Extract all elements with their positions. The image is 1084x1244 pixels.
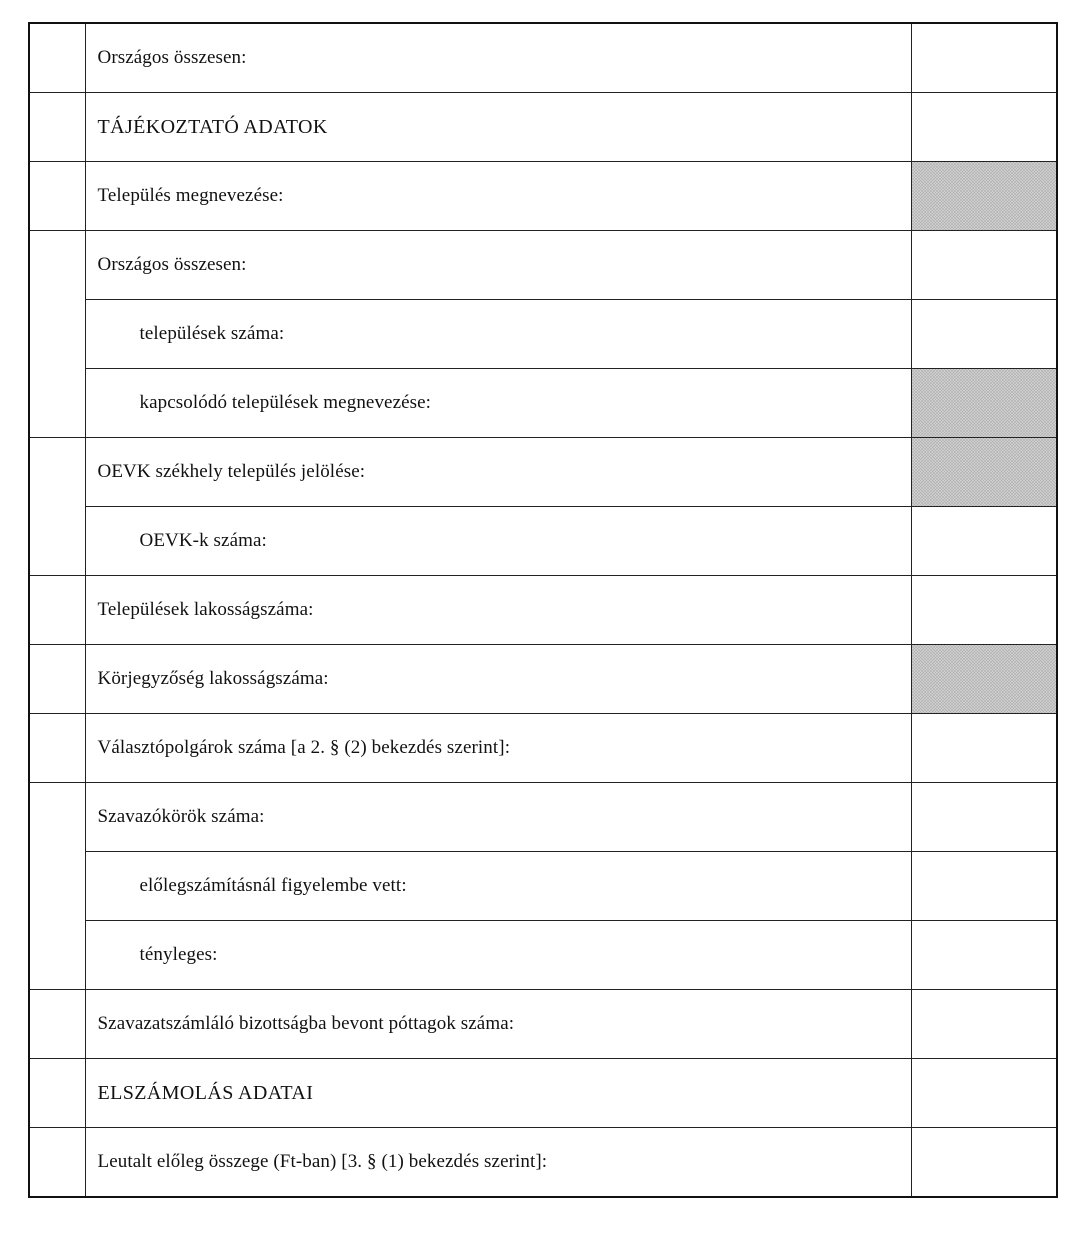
- table-row: [29, 300, 1057, 369]
- table-row: [29, 231, 1057, 300]
- row-label-settlement-name: Település megnevezése:: [85, 162, 911, 231]
- row-number-cell: [29, 93, 85, 162]
- value-cell[interactable]: [911, 852, 1057, 921]
- row-label-connected-settlements-name: kapcsolódó települések megnevezése:: [85, 369, 911, 438]
- value-cell[interactable]: [911, 921, 1057, 990]
- value-cell[interactable]: [911, 300, 1057, 369]
- row-label-national-total-2: Országos összesen:: [85, 231, 911, 300]
- row-label-national-total: Országos összesen:: [85, 23, 911, 93]
- table-row: [29, 645, 1057, 714]
- value-cell-shaded: [911, 162, 1057, 231]
- value-cell[interactable]: [911, 93, 1057, 162]
- section-heading-settlement-accounts: ELSZÁMOLÁS ADATAI: [85, 1059, 911, 1128]
- table-row: [29, 852, 1057, 921]
- row-number-cell: [29, 990, 85, 1059]
- table-row: [29, 438, 1057, 507]
- value-cell[interactable]: [911, 714, 1057, 783]
- value-cell[interactable]: [911, 231, 1057, 300]
- row-number-cell: [29, 1059, 85, 1128]
- row-label-settlements-population: Települések lakosságszáma:: [85, 576, 911, 645]
- table-row: [29, 576, 1057, 645]
- row-number-cell: [29, 714, 85, 783]
- row-number-cell: [29, 645, 85, 714]
- row-number-cell: [29, 783, 85, 990]
- row-number-cell: [29, 438, 85, 576]
- table-row: [29, 1128, 1057, 1198]
- value-cell[interactable]: [911, 507, 1057, 576]
- value-cell[interactable]: [911, 1059, 1057, 1128]
- value-cell-shaded: [911, 645, 1057, 714]
- table-row: [29, 921, 1057, 990]
- row-number-cell: [29, 1128, 85, 1198]
- settlement-data-form-table: [28, 22, 1058, 1198]
- table-row: [29, 93, 1057, 162]
- row-label-voters-count: Választópolgárok száma [a 2. § (2) bekezdés szerint]:: [85, 714, 911, 783]
- row-label-advance-amount: Leutalt előleg összege (Ft-ban) [3. § (1) bekezdés szerint]:: [85, 1128, 911, 1198]
- table-row: [29, 369, 1057, 438]
- section-heading-informational-data: TÁJÉKOZTATÓ ADATOK: [85, 93, 911, 162]
- row-number-cell: [29, 23, 85, 93]
- table-row: [29, 990, 1057, 1059]
- value-cell[interactable]: [911, 1128, 1057, 1198]
- value-cell[interactable]: [911, 990, 1057, 1059]
- row-label-oevk-seat-designation: OEVK székhely település jelölése:: [85, 438, 911, 507]
- row-number-cell: [29, 162, 85, 231]
- table-row: [29, 507, 1057, 576]
- row-label-oevk-count: OEVK-k száma:: [85, 507, 911, 576]
- table-row: [29, 1059, 1057, 1128]
- row-label-substitute-members-count: Szavazatszámláló bizottságba bevont póttagok száma:: [85, 990, 911, 1059]
- value-cell-shaded: [911, 369, 1057, 438]
- value-cell[interactable]: [911, 23, 1057, 93]
- row-label-advance-calculation: előlegszámításnál figyelembe vett:: [85, 852, 911, 921]
- table-row: [29, 23, 1057, 93]
- value-cell[interactable]: [911, 783, 1057, 852]
- table-row: [29, 783, 1057, 852]
- row-label-notary-district-population: Körjegyzőség lakosságszáma:: [85, 645, 911, 714]
- value-cell-shaded: [911, 438, 1057, 507]
- row-label-actual: tényleges:: [85, 921, 911, 990]
- table-row: [29, 714, 1057, 783]
- row-label-settlement-count: települések száma:: [85, 300, 911, 369]
- row-number-cell: [29, 231, 85, 438]
- table-row: [29, 162, 1057, 231]
- value-cell[interactable]: [911, 576, 1057, 645]
- row-label-polling-districts-count: Szavazókörök száma:: [85, 783, 911, 852]
- row-number-cell: [29, 576, 85, 645]
